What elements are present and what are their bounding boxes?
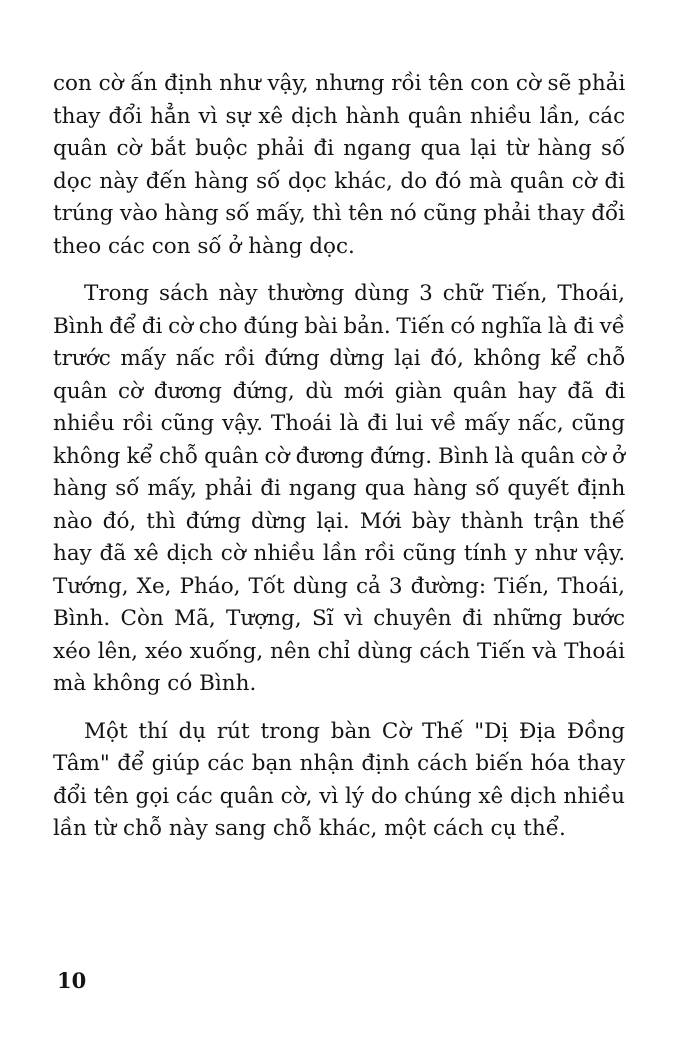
text-line: đổi tên gọi các quân cờ, vì lý do chúng xê dịch nhiều [53,783,625,809]
text-line: Bình để đi cờ cho đúng bài bản. Tiến có nghĩa là đi về [53,313,625,339]
text-line: thay đổi hẳn vì sự xê dịch hành quân nhiều lần, các [53,103,626,129]
text-line: hàng số mấy, phải đi ngang qua hàng số quyết định [53,476,626,501]
text-line: Trong sách này thường dùng 3 chữ Tiến, Thoái, [84,281,625,306]
text-line: Tướng, Xe, Pháo, Tốt dùng cả 3 đường: Tiến, Thoái, [53,573,625,599]
paragraph-3 [53,716,625,846]
text-line: quân cờ bắt buộc phải đi ngang qua lại từ hàng số [53,136,626,161]
paragraph-1 [53,68,625,263]
text-line: không kể chỗ quân cờ đương đứng. Bình là quân cờ ở [53,443,625,469]
text-line: quân cờ đương đứng, dù mới giàn quân hay đã đi [53,378,626,404]
text-line: xéo lên, xéo xuống, nên chỉ dùng cách Tiến và Thoái [53,638,626,664]
text-line: mà không có Bình. [53,671,257,696]
text-line: trúng vào hàng số mấy, thì tên nó cũng phải thay đổi [53,201,626,226]
text-line: Tâm" để giúp các bạn nhận định cách biến hóa thay [53,751,625,776]
text-line: nhiều rồi cũng vậy. Thoái là đi lui về mấy nấc, cũng [53,411,625,436]
page-number: 10 [57,968,87,993]
text-line: Bình. Còn Mã, Tượng, Sĩ vì chuyên đi những bước [53,606,625,631]
text-line: theo các con số ở hàng dọc. [53,233,355,259]
text-line: con cờ ấn định như vậy, nhưng rồi tên con cờ sẽ phải [53,71,626,96]
text-line: nào đó, thì đứng dừng lại. Mới bày thành trận thế [53,508,625,534]
paragraph-2 [53,278,625,701]
text-line: Một thí dụ rút trong bàn Cờ Thế "Dị Địa Đồng [84,718,625,744]
body-text [53,68,625,861]
text-line: lần từ chỗ này sang chỗ khác, một cách cụ thể. [53,816,566,841]
text-line: dọc này đến hàng số dọc khác, do đó mà quân cờ đi [53,168,625,194]
text-line: hay đã xê dịch cờ nhiều lần rồi cũng tính y như vậy. [53,541,626,566]
text-line: trước mấy nấc rồi đứng dừng lại đó, không kể chỗ [53,346,626,371]
